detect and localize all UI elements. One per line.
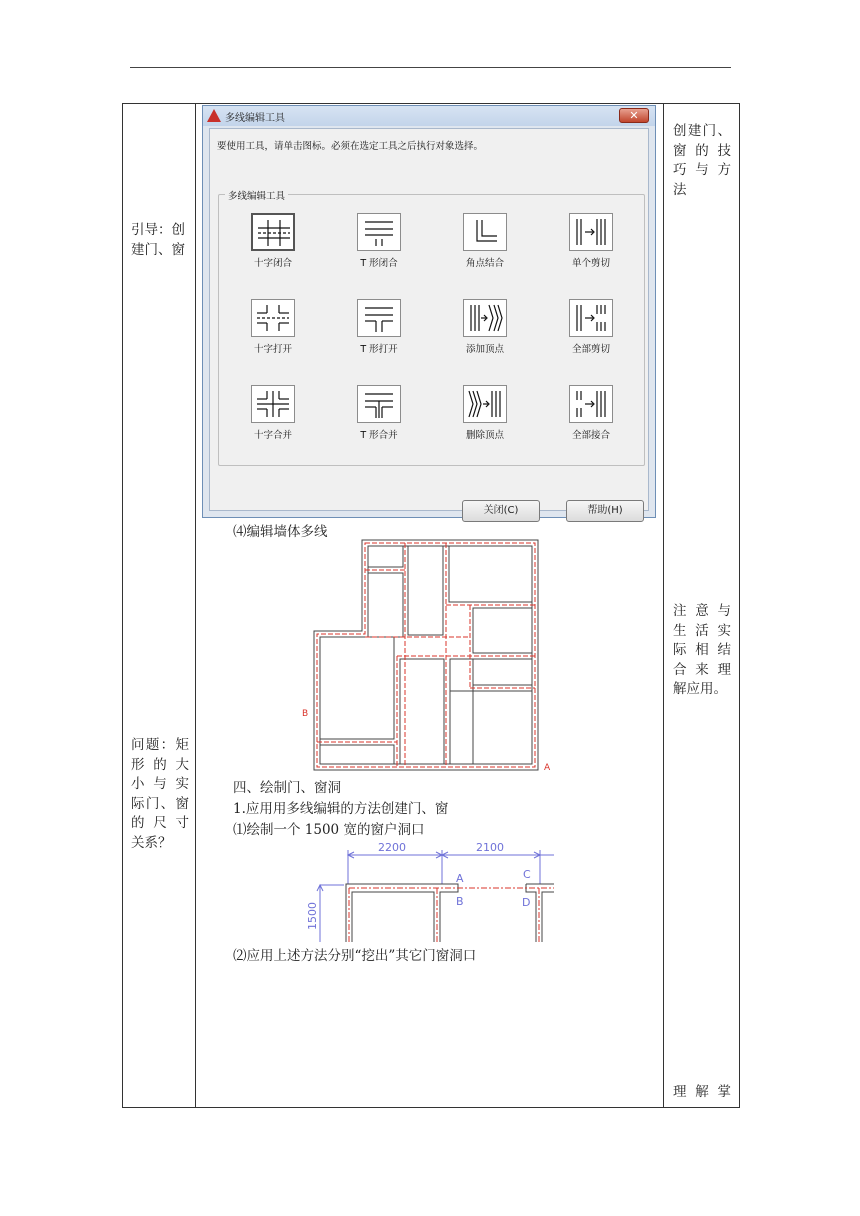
cross-closed-icon xyxy=(256,218,292,248)
tool-tee-closed[interactable]: T 形闭合 xyxy=(331,213,427,269)
step-edit-walls: ⑷编辑墙体多线 xyxy=(233,524,328,540)
tool-cross-merged[interactable]: 十字合并 xyxy=(225,385,321,441)
tools-group xyxy=(218,191,645,466)
sub-step-1: ⑴绘制一个 1500 宽的窗户洞口 xyxy=(233,822,425,838)
column-divider xyxy=(195,104,196,1107)
autocad-logo-icon xyxy=(207,109,221,122)
tool-add-vertex[interactable]: 添加顶点 xyxy=(437,299,533,355)
section-title: 四、绘制门、窗洞 xyxy=(233,780,341,796)
tee-closed-icon xyxy=(361,217,397,247)
tip-real-life: 注意与 生活实 际相结 合来理 解应用。 xyxy=(673,603,731,697)
close-button[interactable]: 关闭(C) xyxy=(462,500,540,522)
dialog-instruction: 要使用工具，请单击图标。必须在选定工具之后执行对象选择。 xyxy=(217,141,484,152)
tool-delete-vertex[interactable]: 删除顶点 xyxy=(437,385,533,441)
tools-group-label: 多线编辑工具 xyxy=(225,188,288,202)
item-1: 1.应用用多线编辑的方法创建门、窗 xyxy=(233,801,449,817)
column-divider xyxy=(663,104,664,1107)
point-b: B xyxy=(456,895,464,908)
tool-cross-open[interactable]: 十字打开 xyxy=(225,299,321,355)
tool-cross-closed[interactable]: 十字闭合 xyxy=(225,213,321,269)
dialog-title: 多线编辑工具 xyxy=(225,113,285,124)
tool-weld-all[interactable]: 全部接合 xyxy=(543,385,639,441)
tip-understand: 理解掌 xyxy=(673,1084,731,1100)
add-vertex-icon xyxy=(467,303,503,333)
cross-merged-icon xyxy=(255,389,291,419)
floor-plan-drawing xyxy=(300,538,560,776)
point-a: A xyxy=(456,872,464,885)
mline-edit-dialog xyxy=(202,105,656,518)
weld-all-icon xyxy=(573,389,609,419)
tool-cut-all[interactable]: 全部剪切 xyxy=(543,299,639,355)
tool-tee-merged[interactable]: T 形合并 xyxy=(331,385,427,441)
cut-all-icon xyxy=(573,303,609,333)
dim-1500: 1500 xyxy=(306,902,319,930)
help-button[interactable]: 帮助(H) xyxy=(566,500,644,522)
tool-corner-joint[interactable]: 角点结合 xyxy=(437,213,533,269)
tee-open-icon xyxy=(361,303,397,333)
point-a-label: A xyxy=(544,763,551,773)
dim-2100: 2100 xyxy=(476,841,504,854)
guide-note: 引导：创 建门、窗 xyxy=(131,222,185,258)
cross-open-icon xyxy=(255,303,291,333)
tip-technique: 创建门、 窗的技 巧与方 法 xyxy=(673,123,731,198)
delete-vertex-icon xyxy=(467,389,503,419)
tee-merged-icon xyxy=(361,389,397,419)
header-rule xyxy=(130,67,731,68)
point-c: C xyxy=(523,868,531,881)
cut-single-icon xyxy=(573,217,609,247)
dialog-body xyxy=(209,128,649,516)
corner-joint-icon xyxy=(467,217,503,247)
close-icon[interactable]: ✕ xyxy=(619,108,649,123)
point-d: D xyxy=(522,896,531,909)
tool-cut-single[interactable]: 单个剪切 xyxy=(543,213,639,269)
dialog-title-bar xyxy=(203,106,655,126)
question-note: 问题：矩 形的大 小与实 际门、窗 的尺寸 关系？ xyxy=(131,737,189,851)
sub-step-2: ⑵应用上述方法分别“挖出”其它门窗洞口 xyxy=(233,948,477,964)
dim-2200: 2200 xyxy=(378,841,406,854)
window-opening-drawing xyxy=(300,838,560,944)
tool-tee-open[interactable]: T 形打开 xyxy=(331,299,427,355)
point-b-label: B xyxy=(302,709,309,719)
